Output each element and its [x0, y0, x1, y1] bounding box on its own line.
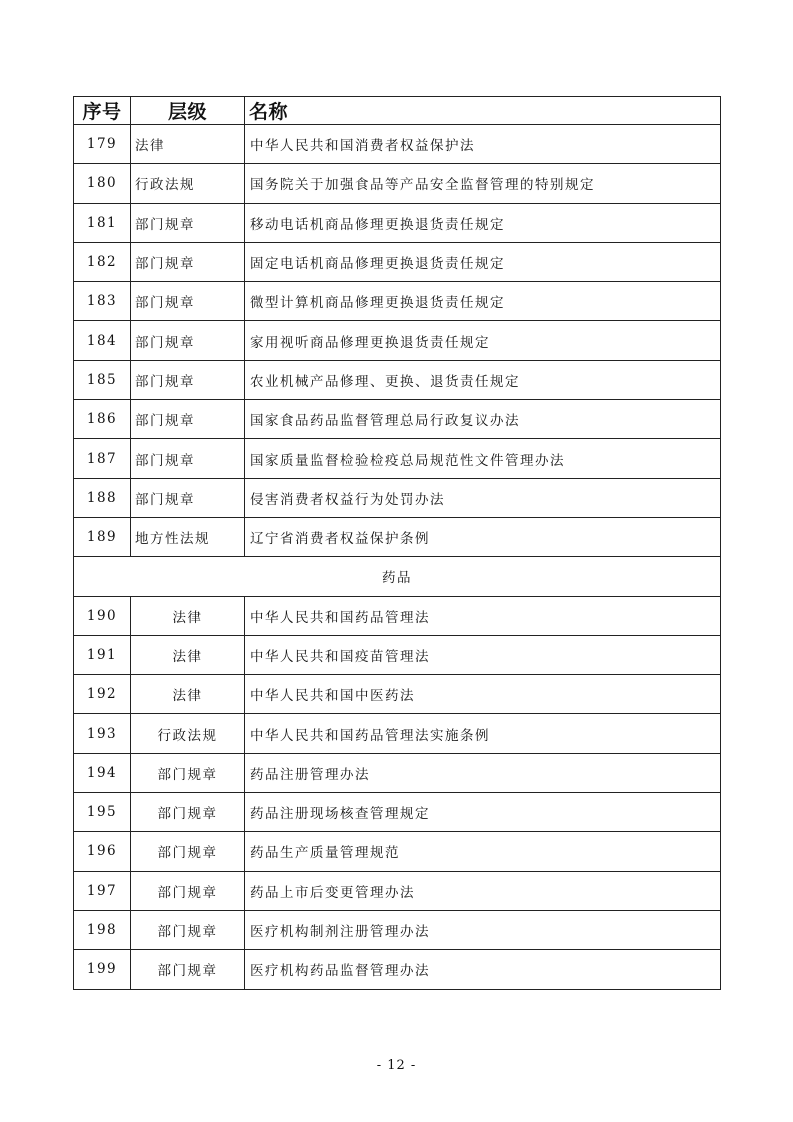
cell-level: 部门规章: [131, 439, 245, 478]
table-row: [74, 164, 721, 203]
cell-seq: 194: [74, 753, 131, 792]
cell-name: 药品注册现场核查管理规定: [245, 793, 721, 832]
table-row: [74, 950, 721, 989]
cell-name: 家用视听商品修理更换退货责任规定: [245, 321, 721, 360]
cell-name: 国家食品药品监督管理总局行政复议办法: [245, 400, 721, 439]
table-row: [74, 871, 721, 910]
cell-level: 法律: [131, 675, 245, 714]
table-row: [74, 282, 721, 321]
table-row: [74, 635, 721, 674]
cell-level: 部门规章: [131, 950, 245, 989]
section-row: [74, 557, 721, 596]
cell-seq: 193: [74, 714, 131, 753]
cell-seq: 186: [74, 400, 131, 439]
cell-level: 部门规章: [131, 360, 245, 399]
cell-level: 部门规章: [131, 871, 245, 910]
cell-name: 药品上市后变更管理办法: [245, 871, 721, 910]
cell-level: 行政法规: [131, 164, 245, 203]
table-row: [74, 675, 721, 714]
cell-level: 部门规章: [131, 282, 245, 321]
table-row: [74, 714, 721, 753]
cell-level: 行政法规: [131, 714, 245, 753]
cell-name: 侵害消费者权益行为处罚办法: [245, 478, 721, 517]
table-row: [74, 596, 721, 635]
cell-level: 法律: [131, 596, 245, 635]
cell-name: 农业机械产品修理、更换、退货责任规定: [245, 360, 721, 399]
cell-name: 中华人民共和国消费者权益保护法: [245, 125, 721, 164]
table-row: [74, 439, 721, 478]
cell-level: 部门规章: [131, 832, 245, 871]
table-row: [74, 753, 721, 792]
cell-level: 法律: [131, 125, 245, 164]
cell-seq: 197: [74, 871, 131, 910]
cell-seq: 179: [74, 125, 131, 164]
cell-name: 国务院关于加强食品等产品安全监督管理的特别规定: [245, 164, 721, 203]
table-row: [74, 910, 721, 949]
table-row: [74, 360, 721, 399]
cell-name: 中华人民共和国药品管理法: [245, 596, 721, 635]
table-row: [74, 125, 721, 164]
cell-name: 微型计算机商品修理更换退货责任规定: [245, 282, 721, 321]
cell-seq: 190: [74, 596, 131, 635]
cell-seq: 184: [74, 321, 131, 360]
cell-name: 中华人民共和国疫苗管理法: [245, 635, 721, 674]
cell-seq: 180: [74, 164, 131, 203]
cell-name: 国家质量监督检验检疫总局规范性文件管理办法: [245, 439, 721, 478]
header-name: 名称: [245, 97, 721, 125]
laws-table: [73, 96, 721, 990]
cell-seq: 185: [74, 360, 131, 399]
table-row: [74, 321, 721, 360]
table-row: [74, 517, 721, 556]
cell-level: 地方性法规: [131, 517, 245, 556]
cell-seq: 198: [74, 910, 131, 949]
cell-level: 部门规章: [131, 910, 245, 949]
cell-level: 部门规章: [131, 753, 245, 792]
cell-level: 部门规章: [131, 242, 245, 281]
cell-name: 中华人民共和国药品管理法实施条例: [245, 714, 721, 753]
cell-name: 辽宁省消费者权益保护条例: [245, 517, 721, 556]
table-row: [74, 242, 721, 281]
table-row: [74, 400, 721, 439]
cell-seq: 183: [74, 282, 131, 321]
cell-name: 医疗机构制剂注册管理办法: [245, 910, 721, 949]
cell-seq: 189: [74, 517, 131, 556]
section-title: 药品: [74, 557, 721, 596]
table-row: [74, 793, 721, 832]
header-seq: 序号: [74, 97, 131, 125]
table-header-row: [74, 97, 721, 125]
cell-seq: 195: [74, 793, 131, 832]
cell-level: 法律: [131, 635, 245, 674]
cell-seq: 182: [74, 242, 131, 281]
header-level: 层级: [131, 97, 245, 125]
page-number: - 12 -: [376, 1058, 417, 1073]
cell-name: 固定电话机商品修理更换退货责任规定: [245, 242, 721, 281]
cell-name: 移动电话机商品修理更换退货责任规定: [245, 203, 721, 242]
cell-name: 医疗机构药品监督管理办法: [245, 950, 721, 989]
table-row: [74, 203, 721, 242]
cell-seq: 192: [74, 675, 131, 714]
cell-seq: 191: [74, 635, 131, 674]
table-row: [74, 478, 721, 517]
cell-name: 药品注册管理办法: [245, 753, 721, 792]
cell-level: 部门规章: [131, 478, 245, 517]
cell-level: 部门规章: [131, 400, 245, 439]
cell-level: 部门规章: [131, 203, 245, 242]
cell-level: 部门规章: [131, 321, 245, 360]
cell-seq: 187: [74, 439, 131, 478]
cell-seq: 181: [74, 203, 131, 242]
cell-level: 部门规章: [131, 793, 245, 832]
cell-name: 中华人民共和国中医药法: [245, 675, 721, 714]
cell-seq: 196: [74, 832, 131, 871]
table-row: [74, 832, 721, 871]
cell-seq: 199: [74, 950, 131, 989]
cell-seq: 188: [74, 478, 131, 517]
cell-name: 药品生产质量管理规范: [245, 832, 721, 871]
